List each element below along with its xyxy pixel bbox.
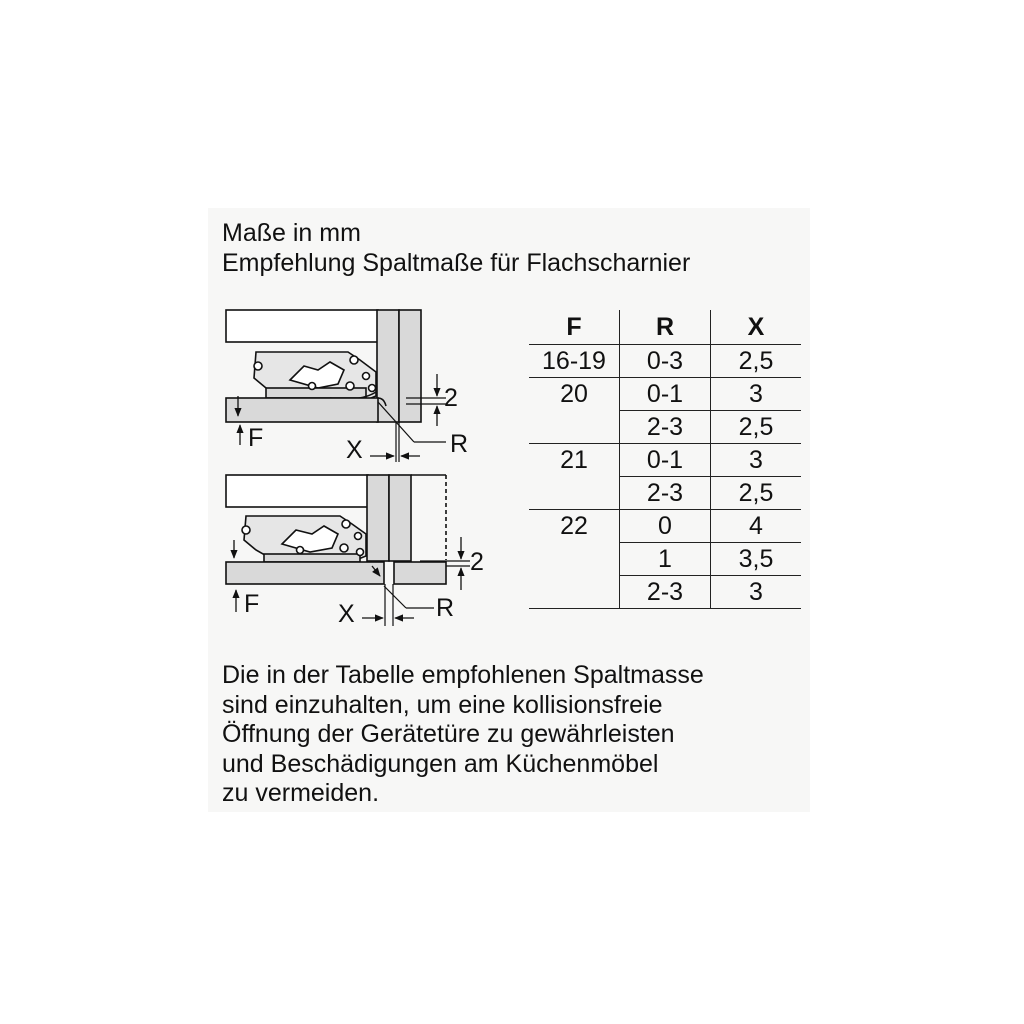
table-row <box>529 510 801 543</box>
table-row <box>529 477 801 510</box>
cell-r: 2-3 <box>620 477 711 510</box>
cell-r: 0-1 <box>620 378 711 411</box>
cell-f: 16-19 <box>529 345 620 378</box>
cell-r: 0 <box>620 510 711 543</box>
cabinet-front-frame-2 <box>389 475 411 561</box>
fig1-label-x: X <box>346 436 363 464</box>
fig1-label-2: 2 <box>444 384 458 412</box>
fig2-label-x: X <box>338 600 355 628</box>
col-header-x: X <box>711 310 802 345</box>
cell-x: 3,5 <box>711 543 802 576</box>
instruction-note <box>222 661 802 809</box>
note-line: Öffnung der Gerätetüre zu gewährleisten <box>222 720 675 748</box>
cell-r: 0-1 <box>620 444 711 477</box>
front-panel-2 <box>394 562 446 584</box>
table-row <box>529 543 801 576</box>
cell-r: 1 <box>620 543 711 576</box>
door-panel-2 <box>226 562 384 584</box>
note-line: zu vermeiden. <box>222 779 380 807</box>
note-line: sind einzuhalten, um eine kollisionsfreie <box>222 690 663 719</box>
cell-r: 0-3 <box>620 345 711 378</box>
table-header-row <box>529 310 801 345</box>
units-label: Maße in mm <box>222 219 361 247</box>
table-row <box>529 411 801 444</box>
fig1-label-r: R <box>450 430 469 458</box>
cabinet-front-frame <box>399 310 421 422</box>
cell-f <box>529 411 620 444</box>
cabinet-side-wall-2 <box>367 475 389 561</box>
cell-x: 4 <box>711 510 802 543</box>
cell-x: 2,5 <box>711 477 802 510</box>
cell-x: 3 <box>711 576 802 609</box>
page-title: Empfehlung Spaltmaße für Flachscharnier <box>222 249 691 277</box>
cabinet-top-panel <box>226 310 378 342</box>
note-line: und Beschädigungen am Küchenmöbel <box>222 749 659 778</box>
cell-x: 3 <box>711 444 802 477</box>
table-row <box>529 345 801 378</box>
cell-f <box>529 543 620 576</box>
cell-x: 2,5 <box>711 345 802 378</box>
cell-r: 2-3 <box>620 411 711 444</box>
cell-f <box>529 576 620 609</box>
cell-r: 2-3 <box>620 576 711 609</box>
col-header-f: F <box>529 310 620 345</box>
fig2-label-r: R <box>436 594 455 622</box>
table-row <box>529 444 801 477</box>
cell-f: 20 <box>529 378 620 411</box>
fig1-label-f: F <box>248 424 264 452</box>
fig2-label-f: F <box>244 590 260 618</box>
cell-x: 3 <box>711 378 802 411</box>
fig2-label-2: 2 <box>470 548 484 576</box>
table-row <box>529 378 801 411</box>
cell-x: 2,5 <box>711 411 802 444</box>
table-row <box>529 576 801 609</box>
cabinet-top-panel-2 <box>226 475 368 507</box>
note-line: Die in der Tabelle empfohlenen Spaltmasse <box>222 661 704 689</box>
col-header-r: R <box>620 310 711 345</box>
cell-f: 22 <box>529 510 620 543</box>
gap-table <box>529 310 801 609</box>
cell-f <box>529 477 620 510</box>
cell-f: 21 <box>529 444 620 477</box>
door-panel <box>226 398 378 422</box>
